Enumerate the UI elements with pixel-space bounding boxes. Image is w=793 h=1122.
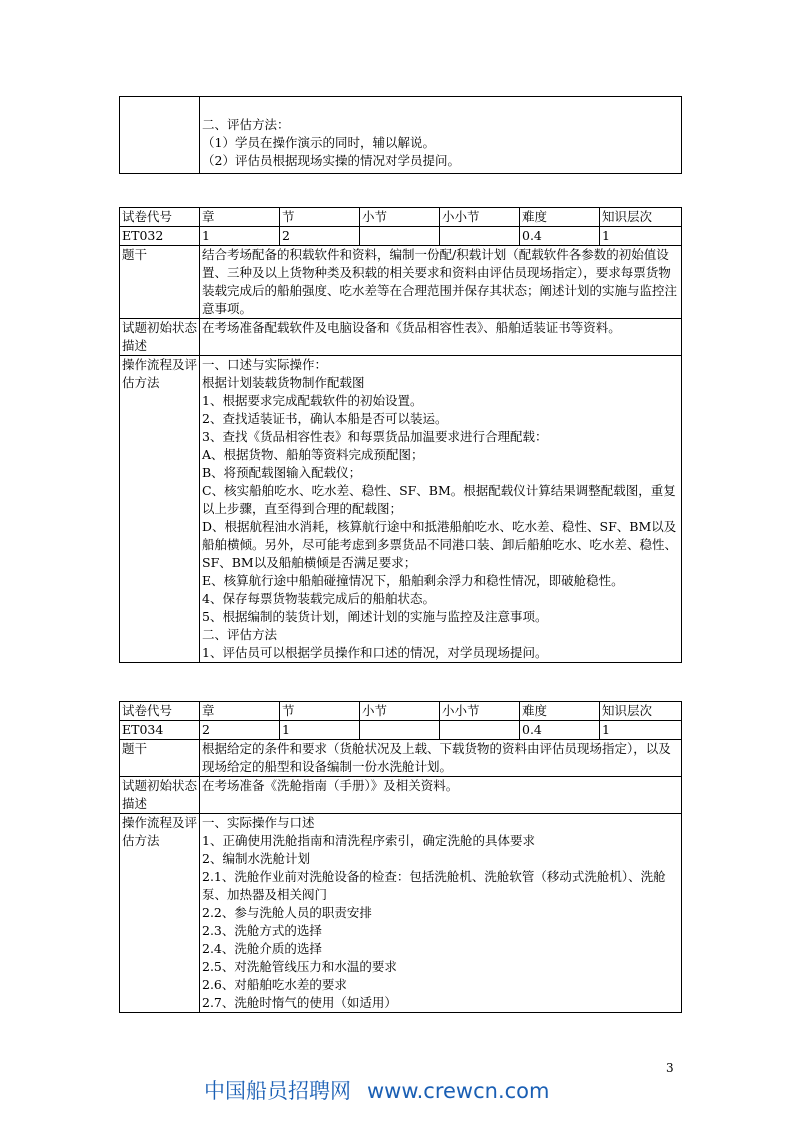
text-line: （1）学员在操作演示的同时，辅以解说。	[202, 135, 435, 150]
procedure-label: 操作流程及评估方法	[120, 814, 200, 1013]
header-cell: 知识层次	[600, 702, 682, 721]
stem-row	[120, 246, 682, 319]
procedure-line: A、根据货物、船舶等资料完成预配图；	[202, 447, 424, 462]
assessment-method-cell	[200, 97, 682, 174]
site-name: 中国船员招聘网	[204, 1079, 351, 1103]
procedure-line: 2.5、对洗舱管线压力和水温的要求	[202, 959, 397, 974]
exam-table-et032	[119, 207, 682, 663]
procedure-line: 根据计划装载货物制作配载图	[202, 375, 365, 390]
procedure-line: 2.6、对船舶吃水差的要求	[202, 977, 347, 992]
procedure-row	[120, 814, 682, 1013]
procedure-line: 2.4、洗舱介质的选择	[202, 941, 322, 956]
subsubsection-value	[440, 227, 520, 246]
initial-state-label: 试题初始状态描述	[120, 777, 200, 814]
subsection-value	[360, 227, 440, 246]
procedure-line: 一、口述与实际操作：	[202, 357, 328, 372]
procedure-line: 5、根据编制的装货计划，阐述计划的实施与监控及注意事项。	[202, 609, 548, 624]
procedure-line: 4、保存每票货物装载完成后的船舶状态。	[202, 591, 435, 606]
difficulty-value: 0.4	[520, 227, 600, 246]
text-line: 二、评估方法：	[202, 117, 290, 132]
text-line: （2）评估员根据现场实操的情况对学员提问。	[202, 153, 460, 168]
header-cell: 难度	[520, 208, 600, 227]
header-cell: 小小节	[440, 208, 520, 227]
procedure-line: 2、编制水洗舱计划	[202, 851, 310, 866]
subsubsection-value	[440, 721, 520, 740]
header-cell: 节	[280, 208, 360, 227]
header-cell: 难度	[520, 702, 600, 721]
procedure-line: 2.1、洗舱作业前对洗舱设备的检查：包括洗舱机、洗舱软管（移动式洗舱机）、洗舱泵、加热器及相关阀门	[202, 869, 666, 902]
initial-state-content: 在考场准备配载软件及电脑设备和《货品相容性表》、船舶适装证书等资料。	[202, 320, 621, 335]
procedure-line: 2.7、洗舱时惰气的使用（如适用）	[202, 995, 397, 1010]
header-cell: 试卷代号	[120, 702, 200, 721]
header-cell: 章	[200, 208, 280, 227]
initial-state-row	[120, 319, 682, 356]
header-cell: 小节	[360, 208, 440, 227]
header-cell: 试卷代号	[120, 208, 200, 227]
chapter-value: 1	[200, 227, 280, 246]
exam-code: ET034	[120, 721, 200, 740]
procedure-label: 操作流程及评估方法	[120, 356, 200, 663]
procedure-line: D、根据航程油水消耗，核算航行途中和抵港船舶吃水、吃水差、稳性、SF、BM以及船舶横倾。另外，尽可能考虑到多票货品不同港口装、卸后船舶吃水、吃水差、稳性、SF、BM以及船舶横倾是否满足要求；	[202, 519, 678, 570]
site-url[interactable]: www.crewcn.com	[367, 1079, 550, 1103]
procedure-line: 二、评估方法	[202, 627, 278, 642]
initial-state-label: 试题初始状态描述	[120, 319, 200, 356]
header-cell: 小小节	[440, 702, 520, 721]
header-cell: 知识层次	[600, 208, 682, 227]
value-row	[120, 721, 682, 740]
stem-label: 题干	[120, 740, 200, 777]
section-value: 2	[280, 227, 360, 246]
stem-content: 结合考场配备的积载软件和资料，编制一份配/积载计划（配载软件各参数的初始值设置、三种及以上货物种类及积载的相关要求和资料由评估员现场指定），要求每票货物装载完成后的船舶强度、吃水差等在合理范围并保存其状态；阐述计划的实施与监控注意事项。	[202, 247, 678, 316]
procedure-line: C、核实船舶吃水、吃水差、稳性、SF、BM。根据配载仪计算结果调整配载图，重复以上步骤，直至得到合理的配载图；	[202, 483, 676, 516]
subsection-value	[360, 721, 440, 740]
difficulty-value: 0.4	[520, 721, 600, 740]
stem-text	[200, 740, 682, 777]
chapter-value: 2	[200, 721, 280, 740]
knowledge-level-value: 1	[600, 227, 682, 246]
procedure-line: 2、查找适装证书，确认本船是否可以装运。	[202, 411, 448, 426]
stem-row	[120, 740, 682, 777]
page-number: 3	[666, 1061, 674, 1075]
initial-state-text	[200, 777, 682, 814]
procedure-line: 1、评估员可以根据学员操作和口述的情况，对学员现场提问。	[202, 645, 548, 660]
procedure-line: 1、根据要求完成配载软件的初始设置。	[202, 393, 423, 408]
header-cell: 章	[200, 702, 280, 721]
procedure-line: 2.2、参与洗舱人员的职责安排	[202, 905, 372, 920]
stem-content: 根据给定的条件和要求（货舱状况及上载、下载货物的资料由评估员现场指定），以及现场给定的船型和设备编制一份水洗舱计划。	[202, 741, 671, 774]
stem-text	[200, 246, 682, 319]
footer-watermark[interactable]	[204, 1075, 565, 1105]
procedure-line: 1、正确使用洗舱指南和清洗程序索引，确定洗舱的具体要求	[202, 833, 535, 848]
exam-code: ET032	[120, 227, 200, 246]
header-row	[120, 208, 682, 227]
header-cell: 节	[280, 702, 360, 721]
top-continuation-table	[119, 96, 682, 174]
section-value: 1	[280, 721, 360, 740]
initial-state-row	[120, 777, 682, 814]
procedure-text	[200, 356, 682, 663]
procedure-text	[200, 814, 682, 1013]
procedure-line: 2.3、洗舱方式的选择	[202, 923, 322, 938]
procedure-line: 3、查找《货品相容性表》和每票货品加温要求进行合理配载：	[202, 429, 548, 444]
header-cell: 小节	[360, 702, 440, 721]
header-row	[120, 702, 682, 721]
empty-label-cell	[120, 97, 200, 174]
procedure-line: B、将预配载图输入配载仪；	[202, 465, 362, 480]
initial-state-content: 在考场准备《洗舱指南（手册）》及相关资料。	[202, 778, 459, 793]
exam-table-et034	[119, 701, 682, 1013]
initial-state-text	[200, 319, 682, 356]
value-row	[120, 227, 682, 246]
knowledge-level-value: 1	[600, 721, 682, 740]
procedure-line: 一、实际操作与口述	[202, 815, 315, 830]
stem-label: 题干	[120, 246, 200, 319]
procedure-line: E、核算航行途中船舶碰撞情况下，船舶剩余浮力和稳性情况，即破舱稳性。	[202, 573, 624, 588]
procedure-row	[120, 356, 682, 663]
